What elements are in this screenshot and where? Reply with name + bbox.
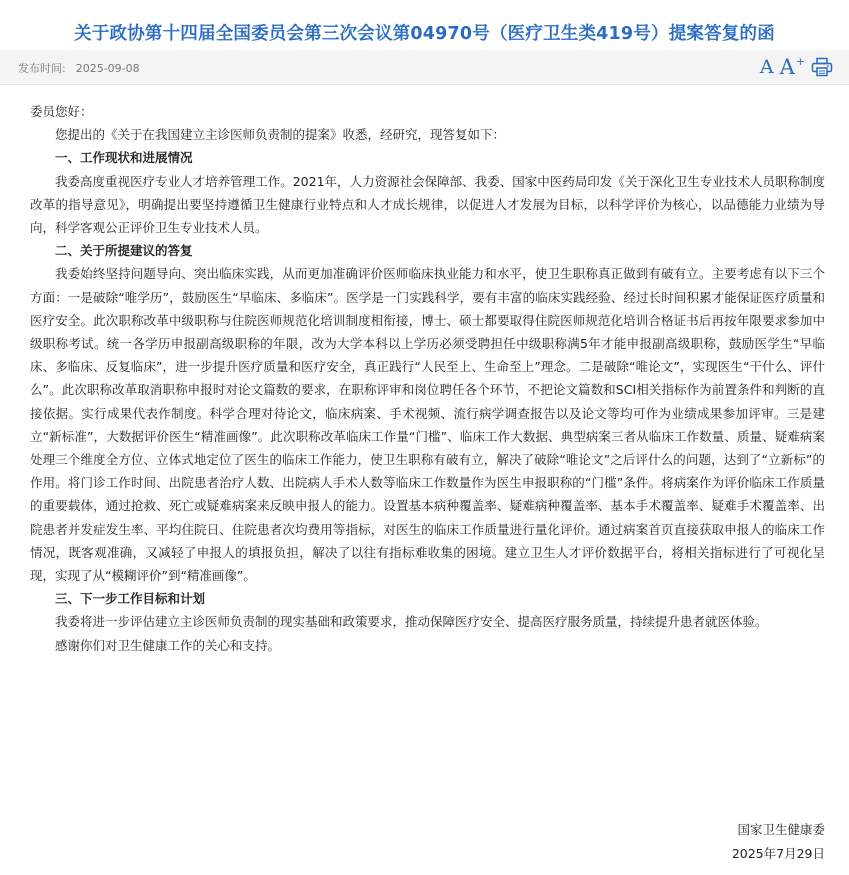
font-decrease-button[interactable]: A xyxy=(759,55,774,78)
section-1-paragraph: 我委高度重视医疗专业人才培养管理工作。2021年，人力资源社会保障部、我委、国家中医药局印发《关于深化卫生专业技术人员职称制度改革的指导意见》，明确提出要坚持遵循卫生健康行业特点和人才成长规律，以促进人才发展为目标，以科学评价为核心，以品德能力业绩为导向，科学客观公正评价卫生专业技术人员。 xyxy=(30,173,825,236)
signature-block xyxy=(732,818,825,866)
closing-paragraph: 感谢你们对卫生健康工作的关心和支持。 xyxy=(55,637,281,653)
section-3-paragraph: 我委将进一步评估建立主诊医师负责制的现实基础和政策要求，推动保障医疗安全、提高医疗服务质量，持续提升患者就医体验。 xyxy=(55,614,768,630)
signature-date: 2025年7月29日 xyxy=(731,846,825,861)
publish-label: 发布时间: xyxy=(18,62,66,75)
signature-org: 国家卫生健康委 xyxy=(737,822,825,837)
page-title: 关于政协第十四届全国委员会第三次会议第04970号（医疗卫生类419号）提案答复的函 xyxy=(74,24,775,44)
font-increase-plus: + xyxy=(795,55,805,68)
font-increase-label: A xyxy=(779,55,795,79)
intro-paragraph: 您提出的《关于在我国建立主诊医师负责制的提案》收悉，经研究，现答复如下： xyxy=(55,127,506,143)
meta-bar xyxy=(0,50,849,85)
publish-date-value: 2025-09-08 xyxy=(75,62,140,75)
section-heading-2: 二、关于所提建议的答复 xyxy=(55,243,193,259)
font-increase-button[interactable] xyxy=(780,56,805,78)
section-heading-3: 三、下一步工作目标和计划 xyxy=(55,591,206,607)
letter-body xyxy=(30,100,825,657)
salutation: 委员您好： xyxy=(30,104,93,119)
section-2-paragraph: 我委始终坚持问题导向、突出临床实践，从而更加准确评价医师临床执业能力和水平，使卫生职称真正做到有破有立。主要考虑有以下三个方面：一是破除“唯学历”，鼓励医生“早临床、多临床”。医学是一门实践科学，要有丰富的临床实践经验、经过长时间积累才能保证医疗质量和医疗安全。此次职称改革中级职称与住院医师规范化培训制度相衔接，博士、硕士都要取得住院医师规范化培训合格证书后再按年限要求参加中级职称考试。统一各学历申报副高级职称的年限，改为大学本科以上学历必须受聘担任中级职称满5年才能申报副高级职称，鼓励医学生“早临床、多临床、反复临床”，进一步提升医疗质量和医疗安全，真正践行“人民至上、生命至上”理念。二是破除“唯论文”，实现医生“干什么、评什么”。此次职称改革取消职称申报时对论文篇数的要求，在职称评审和岗位聘任各个环节，不把论文篇数和SCI相关指标作为前置条件和判断的直接依据。实行成果代表作制度。科学合理对待论文，临床病案、手术视频、流行病学调查报告以及论文等均可作为业绩成果参加评审。三是建立“新标准”，大数据评价医生“精准画像”。此次职称改革临床工作量“门槛”、临床工作大数据、典型病案三者从临床工作数量、质量、疑难病案处理三个维度全方位、立体式地定位了医生的临床工作能力，使卫生职称有破有立，解决了破除“唯论文”之后评什么的问题，达到了“立新标”的作用。将门诊工作时间、出院患者治疗人数、出院病人手术人数等临床工作数量作为医生申报职称的“门槛”条件。将病案作为评价临床工作质量的重要载体，通过抢救、死亡或疑难病案来反映申报人的能力。设置基本病种覆盖率、疑难病种覆盖率、基本手术覆盖率、疑难手术覆盖率、出院患者并发症发生率、平均住院日、住院患者次均费用等指标，对医生的临床工作质量进行量化评价。通过病案首页直接获取申报人的临床工作情况，既客观准确，又减轻了申报人的填报负担，解决了以往有指标难收集的困境。建立卫生人才评价数据平台，将相关指标进行了可视化呈现，实现了从“模糊评价”到“精准画像”。 xyxy=(30,266,825,584)
section-heading-1: 一、工作现状和进展情况 xyxy=(55,150,193,166)
toolbar xyxy=(760,55,833,79)
print-icon[interactable] xyxy=(811,57,833,77)
publish-date xyxy=(18,60,140,76)
